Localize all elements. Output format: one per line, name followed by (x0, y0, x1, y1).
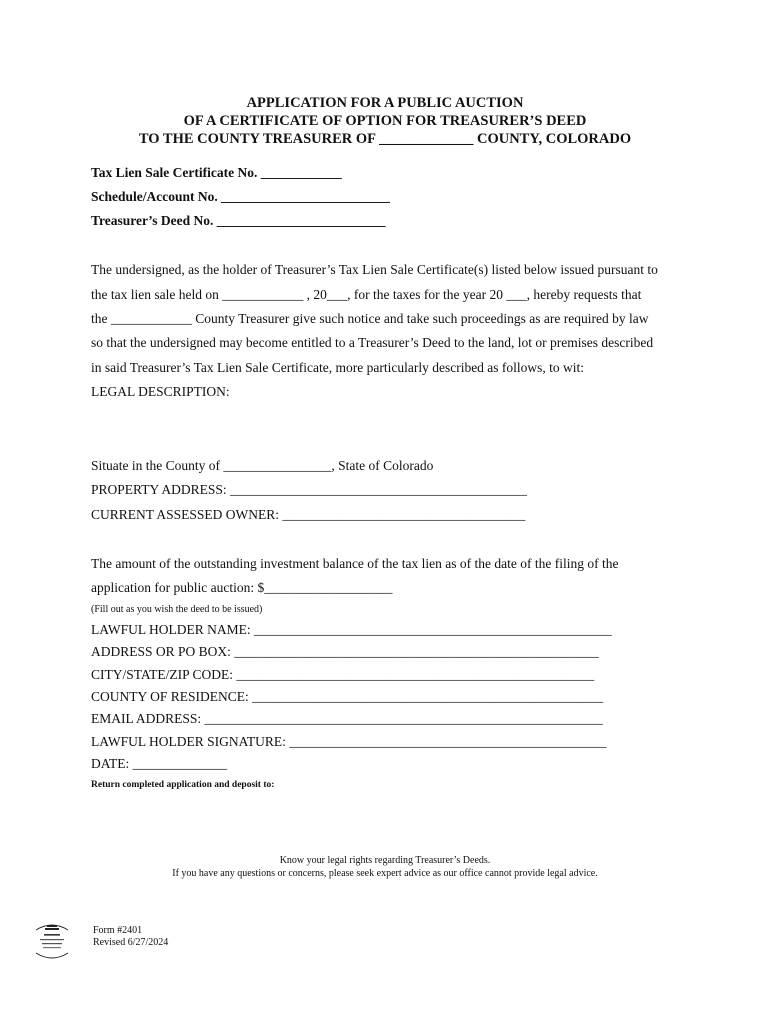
colorado-county-treasurers-seal-icon (30, 922, 74, 960)
return-instructions: Return completed application and deposit to: (91, 780, 275, 790)
title-line-1: APPLICATION FOR A PUBLIC AUCTION (246, 95, 524, 111)
lawful-holder-signature-field[interactable]: LAWFUL HOLDER SIGNATURE: _______________________________________________ (91, 734, 607, 749)
fill-out-note: (Fill out as you wish the deed to be issued) (91, 604, 263, 615)
address-po-box-field[interactable]: ADDRESS OR PO BOX: ______________________________________________________ (91, 644, 599, 659)
email-address-field[interactable]: EMAIL ADDRESS: ___________________________________________________________ (91, 711, 603, 726)
amount-field[interactable]: application for public auction: $___________________ (91, 580, 393, 595)
body-paragraph-line-4: so that the undersigned may become entitled to a Treasurer’s Deed to the land, lot or premises described (91, 335, 654, 350)
footer-legal-rights: Know your legal rights regarding Treasurer’s Deeds. (279, 855, 491, 866)
form-number: Form #2401 (93, 925, 143, 936)
schedule-account-field[interactable]: Schedule/Account No. _________________________ (91, 189, 390, 204)
date-field[interactable]: DATE: ______________ (91, 756, 228, 771)
current-owner-field[interactable]: CURRENT ASSESSED OWNER: ____________________________________ (91, 507, 526, 522)
body-paragraph-line-5: in said Treasurer’s Tax Lien Sale Certificate, more particularly described as follows, to wit: (91, 360, 585, 375)
county-of-residence-field[interactable]: COUNTY OF RESIDENCE: ____________________________________________________ (91, 689, 604, 704)
body-paragraph-line-2[interactable]: the tax lien sale held on ____________ , 20___, for the taxes for the year 20 ___, hereby requests that (91, 287, 642, 302)
situate-county-field[interactable]: Situate in the County of ________________, State of Colorado (91, 458, 434, 473)
title-line-3: TO THE COUNTY TREASURER OF _____________ COUNTY, COLORADO (138, 131, 632, 147)
title-line-2: OF A CERTIFICATE OF OPTION FOR TREASURER’S DEED (183, 113, 587, 129)
city-state-zip-field[interactable]: CITY/STATE/ZIP CODE: _____________________________________________________ (91, 667, 595, 682)
footer-advice-notice: If you have any questions or concerns, please seek expert advice as our office cannot provide legal advice. (172, 868, 598, 879)
body-paragraph-line-1: The undersigned, as the holder of Treasurer’s Tax Lien Sale Certificate(s) listed below issued pursuant to (91, 262, 658, 277)
certificate-number-field[interactable]: Tax Lien Sale Certificate No. ____________ (91, 165, 342, 180)
treasurers-deed-field[interactable]: Treasurer’s Deed No. _________________________ (91, 213, 386, 228)
form-revised-date: Revised 6/27/2024 (93, 937, 169, 948)
body-paragraph-line-3[interactable]: the ____________ County Treasurer give such notice and take such proceedings as are required by law (91, 311, 649, 326)
lawful-holder-name-field[interactable]: LAWFUL HOLDER NAME: _____________________________________________________ (91, 622, 612, 637)
legal-description-label: LEGAL DESCRIPTION: (91, 384, 230, 399)
amount-statement-line-1: The amount of the outstanding investment balance of the tax lien as of the date of the filing of the (91, 556, 619, 571)
property-address-field[interactable]: PROPERTY ADDRESS: ____________________________________________ (91, 482, 527, 497)
